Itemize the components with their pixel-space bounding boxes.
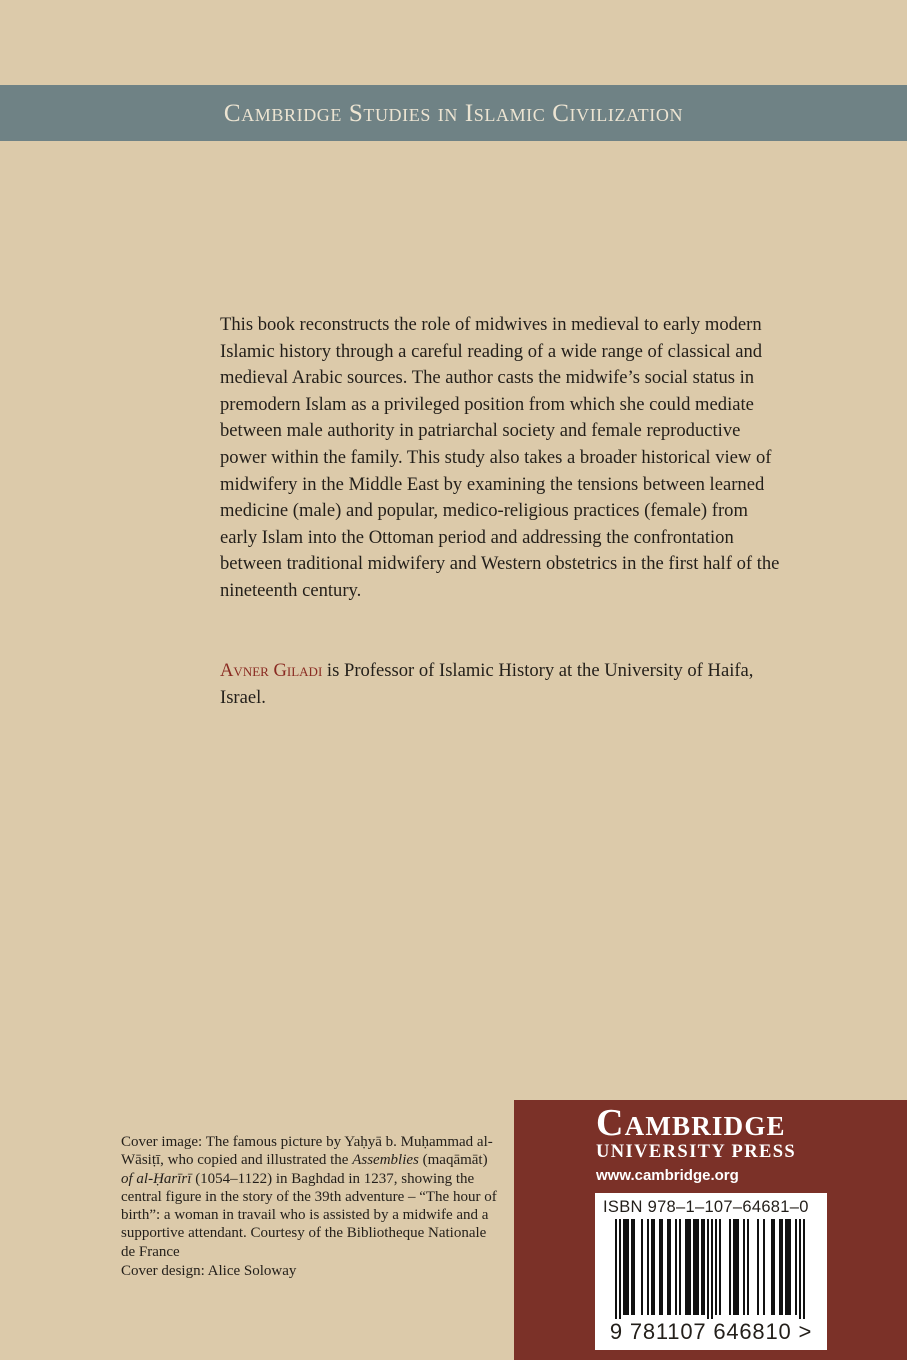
barcode-box: [595, 1193, 827, 1350]
barcode-bar: [695, 1219, 697, 1315]
barcode-bar: [651, 1219, 653, 1315]
barcode-bar: [771, 1219, 773, 1315]
barcode-bar: [669, 1219, 671, 1315]
barcode-bar: [701, 1219, 703, 1315]
barcode-bar: [703, 1219, 705, 1315]
credit-italic-assemblies: Assemblies: [352, 1152, 419, 1169]
barcode-bar: [789, 1219, 791, 1315]
barcode-bar: [757, 1219, 759, 1315]
credit-italic-hariri: of al-Ḥarīrī: [121, 1170, 192, 1187]
barcode-bar: [661, 1219, 663, 1315]
barcode-bar: [803, 1219, 805, 1319]
barcode-digits: 9 781107 646810 >: [609, 1319, 813, 1344]
barcode-bar: [685, 1219, 687, 1315]
barcode-bar: [647, 1219, 649, 1315]
barcode-bar: [633, 1219, 635, 1315]
author-bio-text: is Professor of Islamic History at the University of Haifa, Israel.: [220, 660, 754, 708]
credit-prefix: Cover image: The famous picture by Yaḥyā b. Muḥammad al-Wāsiṭī, who copied and illustrated the: [121, 1134, 493, 1169]
barcode-bar: [631, 1219, 633, 1315]
publisher-press: UNIVERSITY PRESS: [596, 1142, 797, 1162]
barcode-bar: [795, 1219, 797, 1315]
publisher-name: Cambridge: [596, 1102, 786, 1144]
barcode-bar: [687, 1219, 689, 1315]
barcode-bar: [773, 1219, 775, 1315]
barcode-bar: [787, 1219, 789, 1315]
barcode-bar: [735, 1219, 737, 1315]
barcode-bar: [729, 1219, 731, 1315]
barcode-bar: [653, 1219, 655, 1315]
barcode-bar: [719, 1219, 721, 1315]
barcode-bar: [781, 1219, 783, 1315]
barcode-bar: [623, 1219, 625, 1315]
barcode-bar: [619, 1219, 621, 1319]
isbn-label: ISBN 978–1–107–64681–0: [603, 1198, 809, 1216]
credit-mid: (maqāmāt): [418, 1152, 488, 1169]
barcode-bar: [625, 1219, 627, 1315]
barcode-bar: [799, 1219, 801, 1319]
barcode-bar: [779, 1219, 781, 1315]
author-bio: [220, 657, 780, 711]
author-name: Avner Giladi: [220, 660, 323, 681]
barcode-bar: [615, 1219, 617, 1319]
barcode-bar: [689, 1219, 691, 1315]
barcode: [595, 1219, 827, 1319]
cover-image-credit: [121, 1133, 501, 1261]
barcode-bar: [711, 1219, 713, 1319]
barcode-bar: [733, 1219, 735, 1315]
barcode-bar: [697, 1219, 699, 1315]
barcode-bar: [693, 1219, 695, 1315]
series-band: [0, 85, 907, 141]
barcode-bar: [627, 1219, 629, 1315]
cover-design-credit: Cover design: Alice Soloway: [121, 1263, 297, 1279]
series-title: Cambridge Studies in Islamic Civilization: [223, 100, 684, 127]
publisher-website: www.cambridge.org: [596, 1167, 739, 1184]
barcode-bar: [707, 1219, 709, 1319]
barcode-bar: [763, 1219, 765, 1315]
barcode-bar: [743, 1219, 745, 1315]
barcode-bar: [737, 1219, 739, 1315]
book-description: [220, 312, 780, 605]
barcode-bar: [785, 1219, 787, 1315]
barcode-bar: [641, 1219, 643, 1315]
barcode-bar: [675, 1219, 677, 1315]
barcode-bar: [659, 1219, 661, 1315]
publisher-panel: [514, 1100, 907, 1360]
barcode-bar: [715, 1219, 717, 1315]
barcode-bar: [747, 1219, 749, 1315]
description-text: This book reconstructs the role of midwives in medieval to early modern Islamic history through a careful reading of a wide range of classical and medieval Arabic sources. The author casts the midwife’s social status in premodern Islam as a privileged position from which she could mediate between male authority in patriarchal society and female reproductive power within the family. This study also takes a broader historical view of midwifery in the Middle East by examining the tensions between learned medicine (male) and popular, medico-religious practices (female) from early Islam into the Ottoman period and addressing the confrontation between traditional midwifery and Western obstetrics in the first half of the nineteenth century.: [220, 314, 780, 601]
barcode-bar: [679, 1219, 681, 1315]
credit-suffix: (1054–1122) in Baghdad in 1237, showing the central figure in the story of the 39th adventure – “The hour of birth”: a woman in travail who is assisted by a midwife and a supportive attendant. Courtesy of the Bibliotheque Nationale de France: [121, 1170, 497, 1260]
barcode-bar: [667, 1219, 669, 1315]
